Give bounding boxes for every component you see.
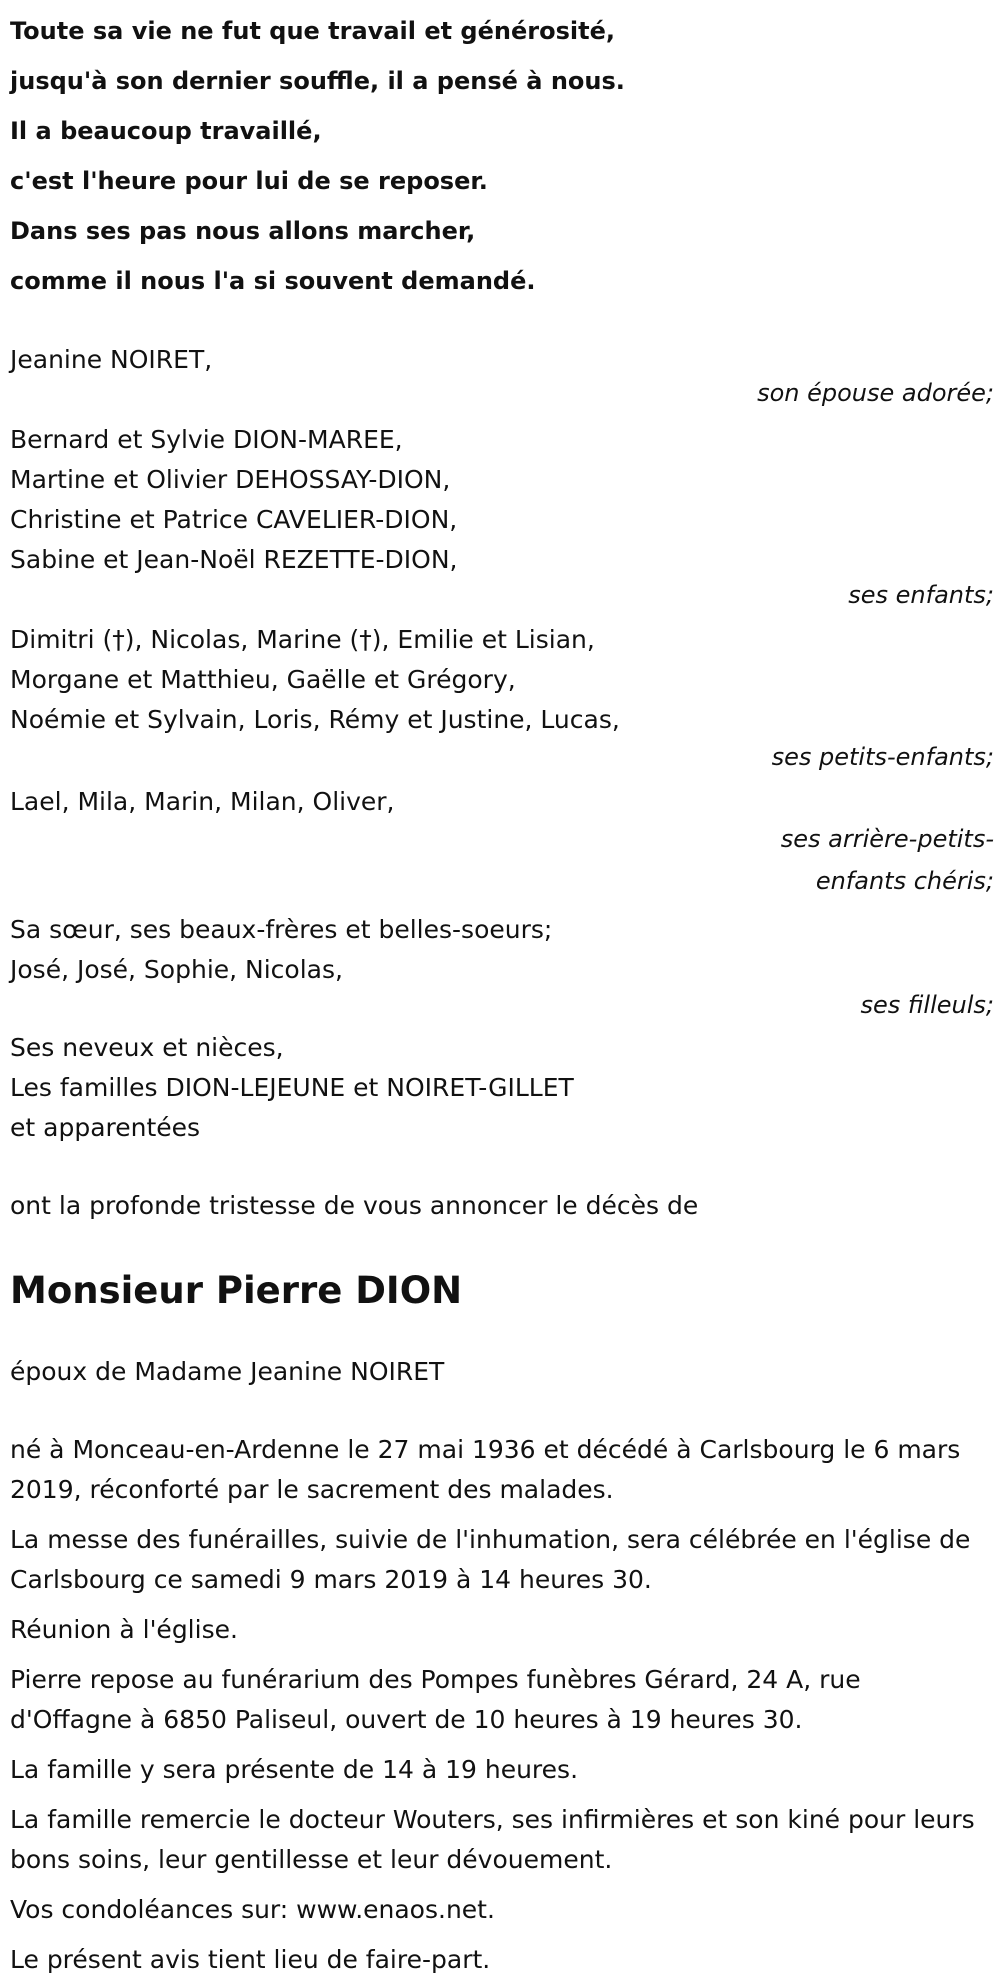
family-grandchildren bbox=[10, 620, 994, 778]
poem-line: jusqu'à son dernier souffle, il a pensé à nous. bbox=[10, 67, 625, 95]
poem-line: Toute sa vie ne fut que travail et générosité, bbox=[10, 17, 615, 45]
family-others bbox=[10, 1028, 994, 1148]
poem-line: Dans ses pas nous allons marcher, bbox=[10, 217, 476, 245]
relatives-line: Sa sœur, ses beaux-frères et belles-soeurs; bbox=[10, 915, 553, 944]
poem-line: c'est l'heure pour lui de se reposer. bbox=[10, 167, 488, 195]
others-line: Ses neveux et nièces, bbox=[10, 1033, 284, 1062]
great-grandchildren-role-line: enfants chéris; bbox=[815, 867, 994, 895]
great-grandchild-names: Lael, Mila, Marin, Milan, Oliver, bbox=[10, 787, 395, 816]
godchildren-role: ses filleuls; bbox=[860, 991, 994, 1019]
funeral-paragraph: La messe des funérailles, suivie de l'inhumation, sera célébrée en l'église de Carlsbourg ce samedi 9 mars 2019 à 14 heures 30. bbox=[10, 1525, 971, 1594]
poem-line: comme il nous l'a si souvent demandé. bbox=[10, 267, 536, 295]
funerarium-paragraph: Pierre repose au funérarium des Pompes funèbres Gérard, 24 A, rue d'Offagne à 6850 Paliseul, ouvert de 10 heures à 19 heures 30. bbox=[10, 1665, 861, 1734]
thanks-paragraph: La famille remercie le docteur Wouters, ses infirmières et son kiné pour leurs bons soins, leur gentillesse et leur dévouement. bbox=[10, 1805, 975, 1874]
others-line: Les familles DION-LEJEUNE et NOIRET-GILLET bbox=[10, 1073, 574, 1102]
godchildren-names: José, José, Sophie, Nicolas, bbox=[10, 955, 343, 984]
deceased-name: Monsieur Pierre DION bbox=[10, 1269, 463, 1312]
family-great-grandchildren bbox=[10, 782, 994, 902]
family-godchildren bbox=[10, 910, 994, 1026]
birth-death-paragraph: né à Monceau-en-Ardenne le 27 mai 1936 et décédé à Carlsbourg le 6 mars 2019, réconforté par le sacrement des malades. bbox=[10, 1435, 961, 1504]
poem-line: Il a beaucoup travaillé, bbox=[10, 117, 322, 145]
notice-paragraph: Le présent avis tient lieu de faire-part. bbox=[10, 1945, 491, 1974]
grandchild-names: Dimitri (†), Nicolas, Marine (†), Emilie et Lisian, bbox=[10, 625, 595, 654]
meeting-paragraph: Réunion à l'église. bbox=[10, 1615, 238, 1644]
condolences-paragraph: Vos condoléances sur: www.enaos.net. bbox=[10, 1895, 495, 1924]
family-spouse bbox=[10, 340, 994, 414]
poem bbox=[10, 0, 1000, 306]
grandchild-names: Noémie et Sylvain, Loris, Rémy et Justine, Lucas, bbox=[10, 705, 620, 734]
family-children bbox=[10, 420, 994, 616]
children-role: ses enfants; bbox=[848, 581, 994, 609]
child-name: Christine et Patrice CAVELIER-DION, bbox=[10, 505, 458, 534]
spouse-role: son épouse adorée; bbox=[757, 379, 994, 407]
spouse-name: Jeanine NOIRET, bbox=[10, 345, 213, 374]
great-grandchildren-role-line: ses arrière-petits- bbox=[780, 825, 994, 853]
family-presence-paragraph: La famille y sera présente de 14 à 19 heures. bbox=[10, 1755, 579, 1784]
child-name: Martine et Olivier DEHOSSAY-DION, bbox=[10, 465, 451, 494]
grandchildren-role: ses petits-enfants; bbox=[771, 743, 994, 771]
announcement: ont la profonde tristesse de vous annoncer le décès de bbox=[10, 1191, 699, 1220]
others-line: et apparentées bbox=[10, 1113, 201, 1142]
grandchild-names: Morgane et Matthieu, Gaëlle et Grégory, bbox=[10, 665, 516, 694]
child-name: Bernard et Sylvie DION-MAREE, bbox=[10, 425, 403, 454]
spouse-line: époux de Madame Jeanine NOIRET bbox=[10, 1357, 445, 1386]
child-name: Sabine et Jean-Noël REZETTE-DION, bbox=[10, 545, 458, 574]
